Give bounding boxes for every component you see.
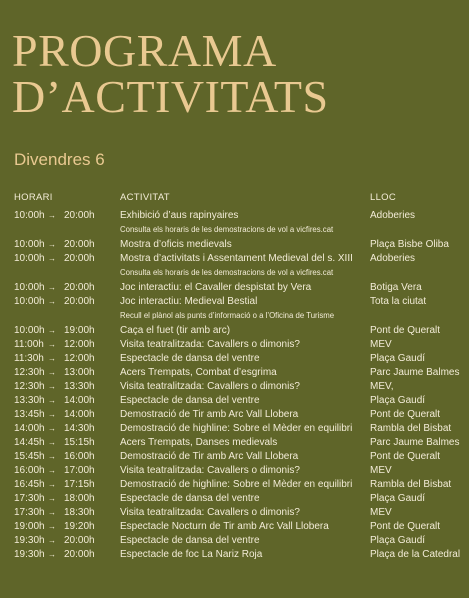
start-time: 17:30h — [14, 493, 45, 504]
activity-name: Espectacle de dansa del ventre — [120, 535, 260, 546]
activity-place: Adoberies — [370, 210, 416, 221]
start-time: 14:45h — [14, 437, 45, 448]
arrow-icon: → — [48, 396, 56, 405]
activity-place: Plaça de la Catedral — [370, 549, 461, 560]
activity-name: Acers Trempats, Danses medievals — [120, 437, 278, 448]
note-text: Consulta els horaris de les demostracions de vol a vicfires.cat — [120, 225, 334, 234]
start-time: 10:00h — [14, 296, 45, 307]
arrow-icon: → — [48, 550, 56, 559]
activity-place: Pont de Queralt — [370, 409, 441, 420]
schedule-row — [14, 338, 466, 352]
activity-name: Demostració de highline: Sobre el Mèder en equilibri — [120, 423, 353, 434]
end-time: 20:00h — [64, 535, 95, 546]
start-time: 10:00h — [14, 239, 45, 250]
schedule-note — [14, 309, 466, 324]
end-time: 12:00h — [64, 339, 95, 350]
schedule-row — [14, 366, 466, 380]
arrow-icon: → — [48, 536, 56, 545]
end-time: 13:00h — [64, 367, 95, 378]
arrow-icon: → — [48, 452, 56, 461]
arrow-icon: → — [48, 410, 56, 419]
schedule-row — [14, 506, 466, 520]
start-time: 11:30h — [14, 353, 44, 364]
end-time: 17:00h — [64, 465, 95, 476]
schedule-row — [14, 478, 466, 492]
start-time: 19:30h — [14, 549, 45, 560]
arrow-icon: → — [48, 382, 56, 391]
activity-place: Tota la ciutat — [370, 296, 427, 307]
activity-place: Adoberies — [370, 253, 416, 264]
schedule-row — [14, 436, 466, 450]
schedule-row — [14, 464, 466, 478]
activity-name: Acers Trempats, Combat d’esgrima — [120, 367, 277, 378]
activity-place: Plaça Gaudí — [370, 535, 426, 546]
arrow-icon: → — [48, 254, 56, 263]
end-time: 20:00h — [64, 239, 95, 250]
start-time: 13:30h — [14, 395, 45, 406]
arrow-icon: → — [48, 466, 56, 475]
activity-name: Demostració de Tir amb Arc Vall Llobera — [120, 409, 299, 420]
end-time: 17:15h — [64, 479, 95, 490]
schedule-row — [14, 520, 466, 534]
end-time: 14:00h — [64, 395, 95, 406]
schedule-note — [14, 223, 466, 238]
arrow-icon: → — [48, 340, 56, 349]
arrow-icon: → — [48, 297, 56, 306]
header-activity: ACTIVITAT — [120, 192, 170, 203]
activity-name: Joc interactiu: el Cavaller despistat by Vera — [120, 282, 312, 293]
activity-place: Pont de Queralt — [370, 451, 441, 462]
schedule-row — [14, 324, 466, 338]
activity-name: Espectacle de dansa del ventre — [120, 395, 260, 406]
schedule-table — [14, 209, 466, 562]
start-time: 15:45h — [14, 451, 45, 462]
end-time: 18:00h — [64, 493, 95, 504]
schedule-row — [14, 352, 466, 366]
end-time: 20:00h — [64, 282, 95, 293]
start-time: 10:00h — [14, 253, 45, 264]
schedule-row — [14, 295, 466, 309]
activity-place: Plaça Gaudí — [370, 493, 426, 504]
note-text: Recull el plànol als punts d’informació o a l’Oficina de Turisme — [120, 311, 335, 320]
start-time: 10:00h — [14, 210, 45, 221]
end-time: 19:20h — [64, 521, 95, 532]
end-time: 20:00h — [64, 296, 95, 307]
end-time: 13:30h — [64, 381, 95, 392]
schedule-row — [14, 252, 466, 266]
end-time: 19:00h — [64, 325, 95, 336]
schedule-row — [14, 238, 466, 252]
start-time: 19:30h — [14, 535, 45, 546]
end-time: 20:00h — [64, 210, 95, 221]
start-time: 16:00h — [14, 465, 45, 476]
arrow-icon: → — [48, 283, 56, 292]
page-title — [12, 25, 329, 122]
activity-name: Espectacle de foc La Nariz Roja — [120, 549, 263, 560]
start-time: 10:00h — [14, 282, 45, 293]
activity-place: Pont de Queralt — [370, 325, 441, 336]
arrow-icon: → — [48, 480, 56, 489]
arrow-icon: → — [48, 240, 56, 249]
activity-place: Plaça Gaudí — [370, 395, 426, 406]
schedule-row — [14, 492, 466, 506]
header-time: HORARI — [14, 192, 53, 203]
schedule-row — [14, 281, 466, 295]
activity-name: Exhibició d’aus rapinyaires — [120, 210, 239, 221]
activity-place: MEV — [370, 507, 392, 518]
start-time: 17:30h — [14, 507, 45, 518]
activity-place: MEV — [370, 339, 392, 350]
schedule-row — [14, 380, 466, 394]
end-time: 18:30h — [64, 507, 95, 518]
activity-name: Visita teatralitzada: Cavallers o dimonis? — [120, 339, 300, 350]
activity-place: Pont de Queralt — [370, 521, 441, 532]
activity-place: MEV, — [370, 381, 394, 392]
activity-place: Rambla del Bisbat — [370, 423, 452, 434]
start-time: 13:45h — [14, 409, 45, 420]
activity-name: Visita teatralitzada: Cavallers o dimonis? — [120, 465, 300, 476]
table-header — [14, 192, 464, 204]
activity-place: Plaça Gaudí — [370, 353, 426, 364]
activity-place: Parc Jaume Balmes — [370, 367, 460, 378]
title-line-1: PROGRAMA — [12, 25, 277, 76]
end-time: 20:00h — [64, 253, 95, 264]
activity-name: Mostra d’activitats i Assentament Medieval del s. XIII — [120, 253, 353, 264]
activity-name: Espectacle de dansa del ventre — [120, 493, 260, 504]
schedule-row — [14, 450, 466, 464]
schedule-row — [14, 209, 466, 223]
end-time: 16:00h — [64, 451, 95, 462]
schedule-row — [14, 548, 466, 562]
end-time: 14:30h — [64, 423, 95, 434]
arrow-icon: → — [48, 424, 56, 433]
activity-name: Mostra d’oficis medievals — [120, 239, 232, 250]
activity-place: MEV — [370, 465, 392, 476]
schedule-row — [14, 534, 466, 548]
schedule-row — [14, 394, 466, 408]
end-time: 14:00h — [64, 409, 95, 420]
arrow-icon: → — [48, 354, 56, 363]
day-heading: Divendres 6 — [14, 150, 105, 169]
activity-name: Joc interactiu: Medieval Bestial — [120, 296, 258, 307]
header-place: LLOC — [370, 192, 397, 203]
end-time: 15:15h — [64, 437, 95, 448]
start-time: 12:30h — [14, 381, 45, 392]
start-time: 12:30h — [14, 367, 45, 378]
schedule-note — [14, 266, 466, 281]
activity-place: Rambla del Bisbat — [370, 479, 452, 490]
arrow-icon: → — [48, 438, 56, 447]
activity-place: Plaça Bisbe Oliba — [370, 239, 449, 250]
activity-name: Caça el fuet (tir amb arc) — [120, 325, 231, 336]
activity-name: Espectacle Nocturn de Tir amb Arc Vall Llobera — [120, 521, 329, 532]
schedule-row — [14, 422, 466, 436]
activity-name: Espectacle de dansa del ventre — [120, 353, 260, 364]
end-time: 12:00h — [64, 353, 95, 364]
activity-name: Visita teatralitzada: Cavallers o dimonis? — [120, 381, 300, 392]
activity-name: Demostració de highline: Sobre el Mèder en equilibri — [120, 479, 353, 490]
activity-place: Parc Jaume Balmes — [370, 437, 460, 448]
arrow-icon: → — [48, 508, 56, 517]
note-text: Consulta els horaris de les demostracions de vol a vicfires.cat — [120, 268, 334, 277]
start-time: 11:00h — [14, 339, 44, 350]
arrow-icon: → — [48, 522, 56, 531]
start-time: 16:45h — [14, 479, 45, 490]
activity-place: Botiga Vera — [370, 282, 422, 293]
arrow-icon: → — [48, 326, 56, 335]
start-time: 14:00h — [14, 423, 45, 434]
end-time: 20:00h — [64, 549, 95, 560]
arrow-icon: → — [48, 368, 56, 377]
title-line-2: D’ACTIVITATS — [12, 71, 329, 122]
start-time: 10:00h — [14, 325, 45, 336]
arrow-icon: → — [48, 211, 56, 220]
activity-name: Visita teatralitzada: Cavallers o dimonis? — [120, 507, 300, 518]
schedule-row — [14, 408, 466, 422]
start-time: 19:00h — [14, 521, 45, 532]
activity-name: Demostració de Tir amb Arc Vall Llobera — [120, 451, 299, 462]
arrow-icon: → — [48, 494, 56, 503]
